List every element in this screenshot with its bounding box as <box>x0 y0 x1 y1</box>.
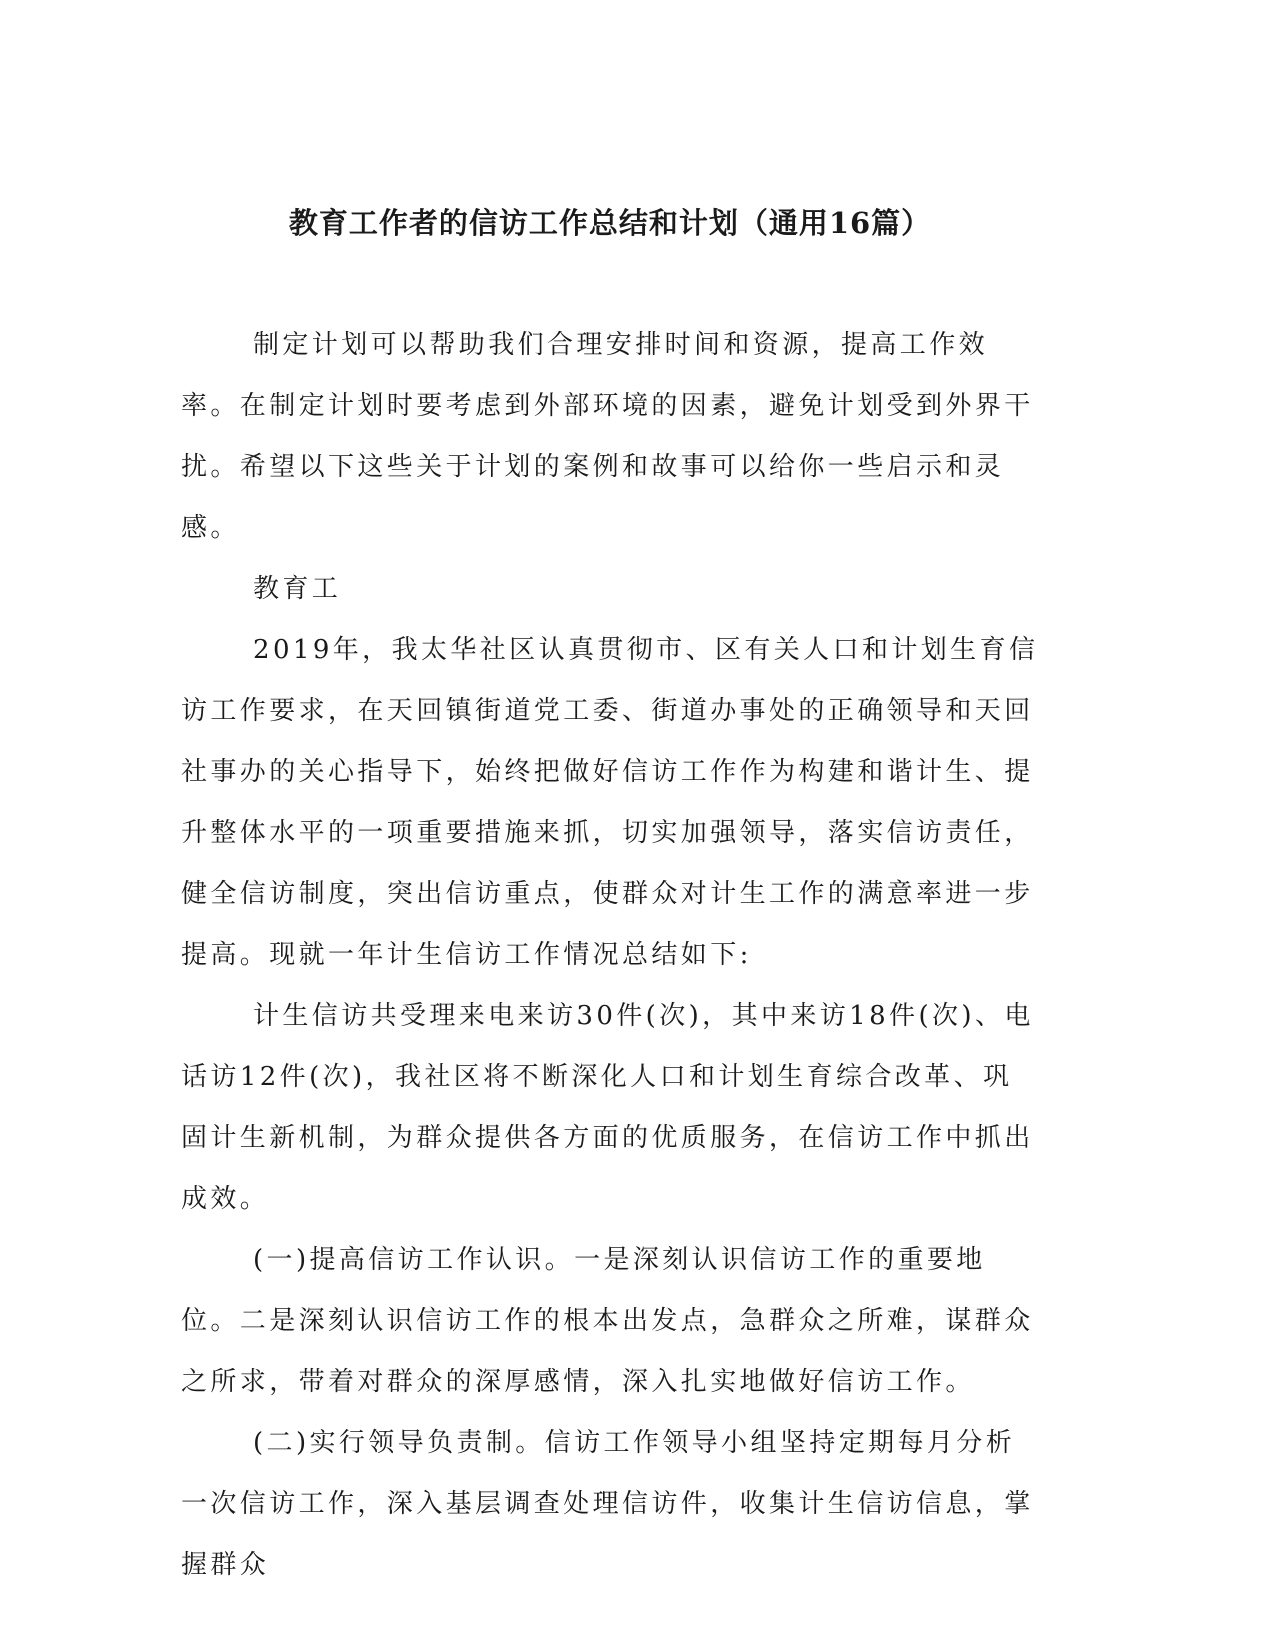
document-body <box>181 315 1041 1596</box>
paragraph-summary: 2019年，我太华社区认真贯彻市、区有关人口和计划生育信访工作要求，在天回镇街道党工委、街道办事处的正确领导和天回社事办的关心指导下，始终把做好信访工作作为构建和谐计生、提升整体水平的一项重要措施来抓，切实加强领导，落实信访责任，健全信访制度，突出信访重点，使群众对计生工作的满意率进一步提高。现就一年计生信访工作情况总结如下: <box>181 635 1039 970</box>
document-title: 教育工作者的信访工作总结和计划（通用16篇） <box>288 206 932 240</box>
paragraph-point-one: (一)提高信访工作认识。一是深刻认识信访工作的重要地位。二是深刻认识信访工作的根本出发点，急群众之所难，谋群众之所求，带着对群众的深厚感情，深入扎实地做好信访工作。 <box>181 1245 1034 1397</box>
paragraph-statistics: 计生信访共受理来电来访30件(次)，其中来访18件(次)、电话访12件(次)，我社区将不断深化人口和计划生育综合改革、巩固计生新机制，为群众提供各方面的优质服务，在信访工作中抓出成效。 <box>181 1001 1034 1214</box>
paragraph-point-two: (二)实行领导负责制。信访工作领导小组坚持定期每月分析一次信访工作，深入基层调查处理信访件，收集计生信访信息，掌握群众 <box>181 1428 1034 1580</box>
paragraph-heading-fragment: 教育工 <box>253 574 342 604</box>
paragraph-intro: 制定计划可以帮助我们合理安排时间和资源，提高工作效率。在制定计划时要考虑到外部环境的因素，避免计划受到外界干扰。希望以下这些关于计划的案例和故事可以给你一些启示和灵感。 <box>181 330 1034 543</box>
